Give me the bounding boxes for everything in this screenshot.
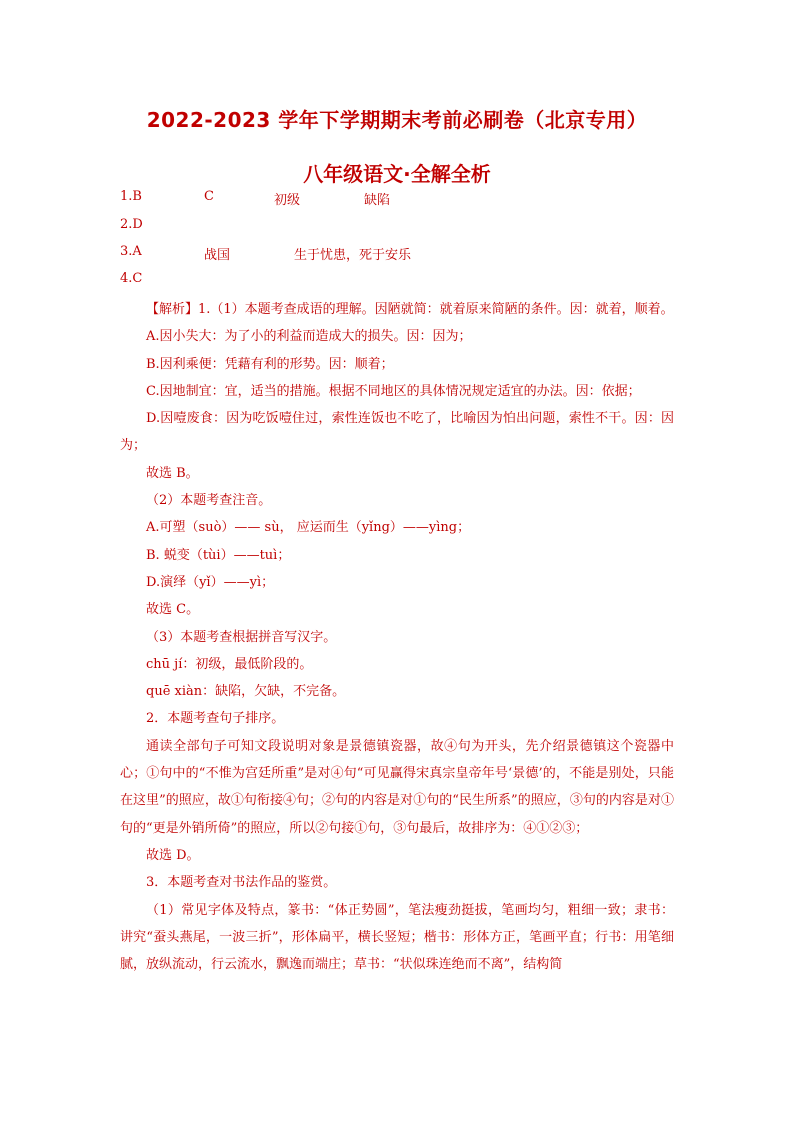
- analysis-paragraph: A.可塑（suò）—— sù， 应运而生（yǐng）——yìng；: [146, 520, 471, 536]
- analysis-paragraph: 2．本题考查句子排序。: [146, 711, 285, 727]
- document-subtitle: 八年级语文·全解全析: [303, 162, 491, 186]
- answer-number: 3.A: [120, 244, 142, 259]
- analysis-paragraph: A.因小失大：为了小的利益而造成大的损失。因：因为；: [146, 329, 472, 345]
- analysis-paragraph: D.因噎废食：因为吃饭噎住过，索性连饭也不吃了，比喻因为怕出问题，索性不干。因：因为；: [120, 411, 674, 454]
- analysis-paragraph: B. 蜕变（tùi）——tuì；: [146, 547, 291, 563]
- analysis-section: [120, 296, 674, 978]
- answer-value: C: [204, 189, 214, 204]
- analysis-paragraph: （3）本题考查根据拼音写汉字。: [146, 629, 337, 645]
- analysis-paragraph: 故选 B。: [146, 465, 199, 481]
- analysis-paragraph: B.因利乘便：凭藉有利的形势。因：顺着；: [146, 356, 394, 372]
- answer-number: 4.C: [120, 271, 143, 286]
- answer-number: 1.B: [120, 189, 142, 204]
- analysis-paragraph: D.演绎（yǐ）——yì；: [146, 574, 275, 590]
- answer-value: 生于忧患，死于安乐: [294, 248, 412, 263]
- analysis-paragraph: quē xiàn：缺陷，欠缺，不完备。: [146, 684, 346, 700]
- analysis-paragraph: C.因地制宜：宜，适当的措施。根据不同地区的具体情况规定适宜的办法。因：依据；: [146, 383, 641, 399]
- analysis-paragraph: 通读全部句子可知文段说明对象是景德镇瓷器，故④句为开头，先介绍景德镇这个瓷器中心；①句中的“不惟为宫廷所重”是对④句“可见赢得宋真宗皇帝年号‘景德’的，不能是别处，只能在这里”的照应，故①句衔接④句；②句的内容是对①句的“民生所系”的照应，③句的内容是对①句的“更是外销所倚”的照应，所以②句接①句，③句最后，故排序为：④①②③；: [120, 738, 674, 836]
- analysis-paragraph: （2）本题考查注音。: [146, 493, 272, 509]
- analysis-paragraph: 故选 D。: [146, 847, 200, 863]
- answer-value: 初级: [274, 193, 301, 208]
- analysis-paragraph: 故选 C。: [146, 602, 200, 618]
- analysis-paragraph: （1）常见字体及特点，篆书：“体正势圆”，笔法瘦劲挺拔，笔画均匀，粗细一致；隶书：讲究“蚕头燕尾，一波三折”，形体扁平，横长竖短；楷书：形体方正，笔画平直；行书：用笔细腻，放纵流动，行云流水，飘逸而端庄；草书：“状似珠连绝而不离”，结构简: [120, 902, 674, 973]
- analysis-paragraph: chū jí：初级，最低阶段的。: [146, 656, 313, 672]
- analysis-paragraph: 3．本题考查对书法作品的鉴赏。: [146, 875, 337, 891]
- analysis-paragraph: 【解析】1.（1）本题考查成语的理解。因陋就简：就着原来简陋的条件。因：就着，顺着。: [146, 302, 674, 317]
- answer-value: 战国: [204, 248, 231, 263]
- answer-number: 2.D: [120, 217, 143, 232]
- document-title: 2022-2023 学年下学期期末考前必刷卷（北京专用）: [146, 108, 648, 132]
- answer-value: 缺陷: [364, 193, 391, 208]
